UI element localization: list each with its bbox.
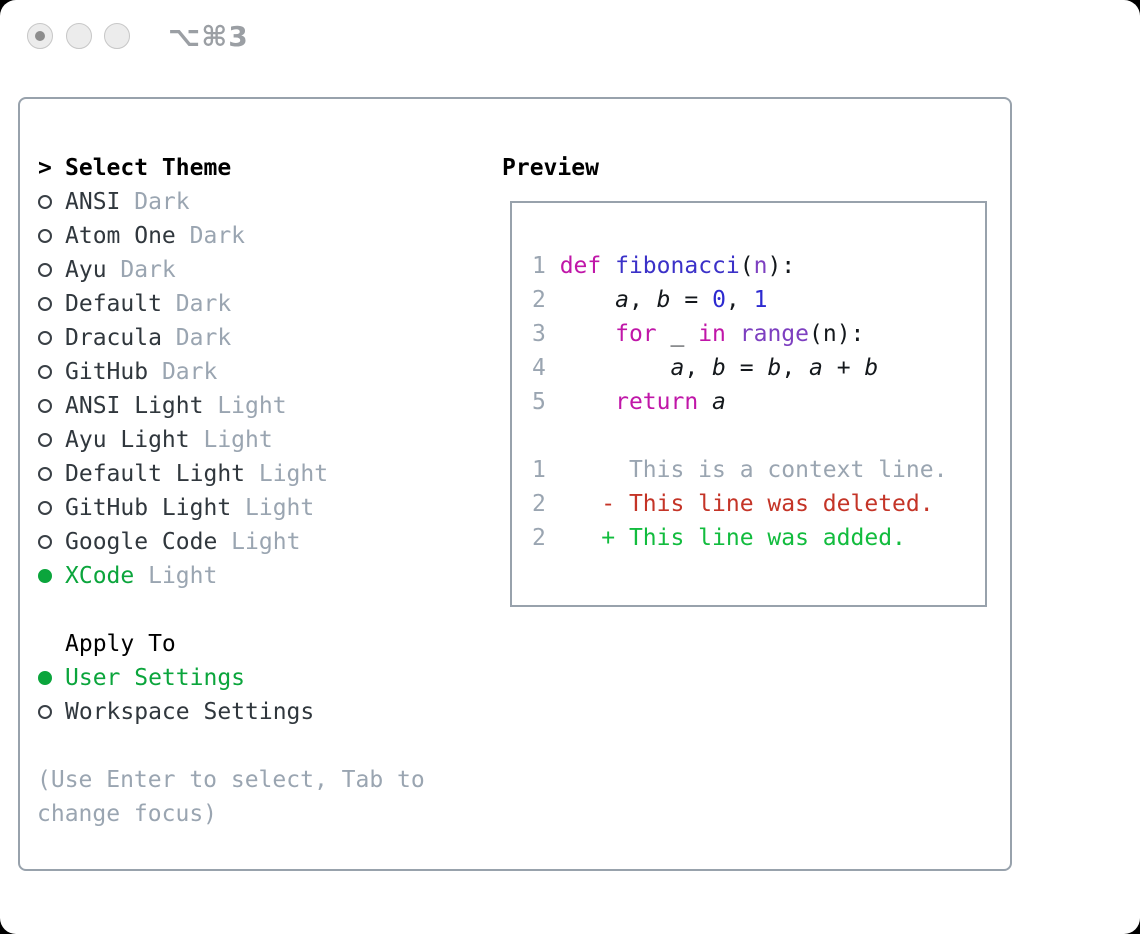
code-segment-var: b [864,355,879,381]
apply-to-title: Apply To [65,631,176,657]
theme-variant-tag: Dark [161,291,232,317]
theme-item-ansi-light[interactable] [35,389,425,423]
radio-marker [35,433,65,447]
theme-picker-left-column [35,151,425,831]
code-segment-pl: , [725,287,754,313]
option-label: Ayu [65,257,107,283]
code-segment-pl [601,253,615,279]
help-text-line-2: change focus) [37,801,218,827]
selected-radio-icon [38,671,52,685]
option-label: Google Code [65,529,218,555]
radio-circle-icon [38,297,52,311]
code-segment-ln: 1 [532,253,560,279]
radio-circle-icon [38,467,52,481]
code-segment-pl: = [670,287,713,313]
option-label: Workspace Settings [65,699,315,725]
theme-variant-tag: Dark [148,359,218,385]
theme-item-default[interactable] [35,287,425,321]
active-window-dot [35,31,45,41]
window-button-minimize[interactable] [66,23,92,49]
code-segment-pl [560,355,671,381]
code-segment-var: a [615,287,629,313]
window-button-close[interactable] [27,23,53,49]
preview-code-box [510,201,987,607]
code-segment-pl [698,389,712,415]
code-segment-var: b [656,287,671,313]
select-theme-header [35,151,425,185]
code-line [532,457,985,491]
code-segment-ln: 2 [532,525,546,551]
code-segment-pl: (n): [809,321,865,347]
theme-variant-tag: Light [217,529,301,555]
apply-to-list [35,661,425,729]
option-label: Ayu Light [65,427,190,453]
code-segment-var: a [670,355,685,381]
theme-picker-panel [18,97,1012,871]
radio-marker [35,331,65,345]
theme-item-google-code[interactable] [35,525,425,559]
theme-variant-tag: Dark [161,325,232,351]
theme-variant-tag: Dark [106,257,176,283]
theme-variant-tag: Dark [120,189,190,215]
code-segment-ln: 3 [532,321,560,347]
preview-title: Preview [502,155,599,181]
code-segment-kw: for [615,321,657,347]
code-segment-bi: range [739,321,809,347]
code-segment-pl: ): [767,253,796,279]
code-segment-add: + This line was added. [545,525,906,551]
radio-circle-icon [38,705,52,719]
code-segment-pl: = [725,355,768,381]
option-label: Default Light [65,461,246,487]
radio-circle-icon [38,399,52,413]
radio-circle-icon [38,365,52,379]
code-blank-line [532,423,985,457]
radio-marker [35,671,65,685]
code-segment-ln: 2 [532,287,560,313]
code-segment-ln: 5 [532,389,560,415]
theme-item-atom-one[interactable] [35,219,425,253]
radio-marker [35,705,65,719]
radio-circle-icon [38,535,52,549]
code-segment-kw: def [559,253,602,279]
code-segment-pl: , [781,355,810,381]
code-segment-var: a [712,389,726,415]
theme-item-github[interactable] [35,355,425,389]
code-line [532,287,985,321]
code-line [532,321,985,355]
keyboard-shortcut-label: ⌥⌘3 [168,20,249,53]
theme-variant-tag: Light [245,461,329,487]
theme-item-ansi[interactable] [35,185,425,219]
radio-circle-icon [38,433,52,447]
code-line [532,253,985,287]
code-segment-pl [560,389,615,415]
code-line [532,491,985,525]
theme-item-xcode[interactable] [35,559,425,593]
radio-marker [35,365,65,379]
radio-circle-icon [38,331,52,345]
radio-circle-icon [38,229,52,243]
code-segment-var: b [767,355,782,381]
code-segment-pl: ( [739,253,754,279]
code-segment-var: a [809,355,823,381]
theme-variant-tag: Light [203,393,287,419]
code-segment-del: - This line was deleted. [545,491,934,517]
code-segment-pl [726,321,740,347]
window-button-zoom[interactable] [104,23,130,49]
selected-radio-icon [38,569,52,583]
spacer [35,729,425,763]
theme-list [35,185,425,593]
code-segment-ctx: This is a context line. [545,457,948,483]
radio-marker [35,535,65,549]
select-theme-title: Select Theme [65,155,232,181]
theme-item-ayu[interactable] [35,253,425,287]
option-label: ANSI [65,189,121,215]
theme-variant-tag: Dark [175,223,246,249]
radio-marker [35,297,65,311]
apply-to-header [35,627,425,661]
radio-circle-icon [38,263,52,277]
apply-option-user-settings[interactable] [35,661,425,695]
option-label: Dracula [65,325,162,351]
code-segment-pl: _ [656,321,699,347]
radio-circle-icon [38,501,52,515]
theme-variant-tag: Light [189,427,273,453]
radio-marker [35,501,65,515]
option-label: Default [65,291,162,317]
option-label: Atom One [65,223,176,249]
code-segment-ln: 2 [532,491,546,517]
option-label: XCode [65,563,135,589]
option-label: User Settings [65,665,246,691]
help-text-line-1: (Use Enter to select, Tab to [37,767,425,793]
theme-variant-tag: Light [134,563,218,589]
code-line [532,525,985,559]
code-segment-pl [560,287,615,313]
code-segment-var: b [712,355,726,381]
code-segment-pl: , [684,355,713,381]
radio-marker [35,467,65,481]
radio-marker [35,195,65,209]
radio-marker [35,263,65,277]
titlebar [0,0,1140,70]
code-segment-fn: fibonacci [615,253,740,279]
theme-item-dracula[interactable] [35,321,425,355]
radio-circle-icon [38,195,52,209]
option-label: GitHub [65,359,149,385]
code-segment-bi: n [753,253,768,279]
option-label: ANSI Light [65,393,204,419]
code-segment-ln: 4 [532,355,560,381]
code-segment-pl [560,321,615,347]
code-segment-pl: , [628,287,657,313]
radio-marker [35,229,65,243]
code-segment-pl: + [822,355,865,381]
theme-item-default-light[interactable] [35,457,425,491]
option-label: GitHub Light [65,495,232,521]
code-line [532,389,985,423]
focus-caret-icon: > [38,155,52,181]
theme-variant-tag: Light [231,495,315,521]
apply-option-workspace-settings[interactable] [35,695,425,729]
code-segment-kw: in [698,321,726,347]
code-segment-ln: 1 [532,457,546,483]
radio-marker [35,569,65,583]
code-segment-num: 0 [712,287,726,313]
theme-item-github-light[interactable] [35,491,425,525]
spacer [35,593,425,627]
theme-item-ayu-light[interactable] [35,423,425,457]
code-segment-num: 1 [753,287,768,313]
code-line [532,355,985,389]
radio-marker [35,399,65,413]
code-segment-kw: return [615,389,699,415]
